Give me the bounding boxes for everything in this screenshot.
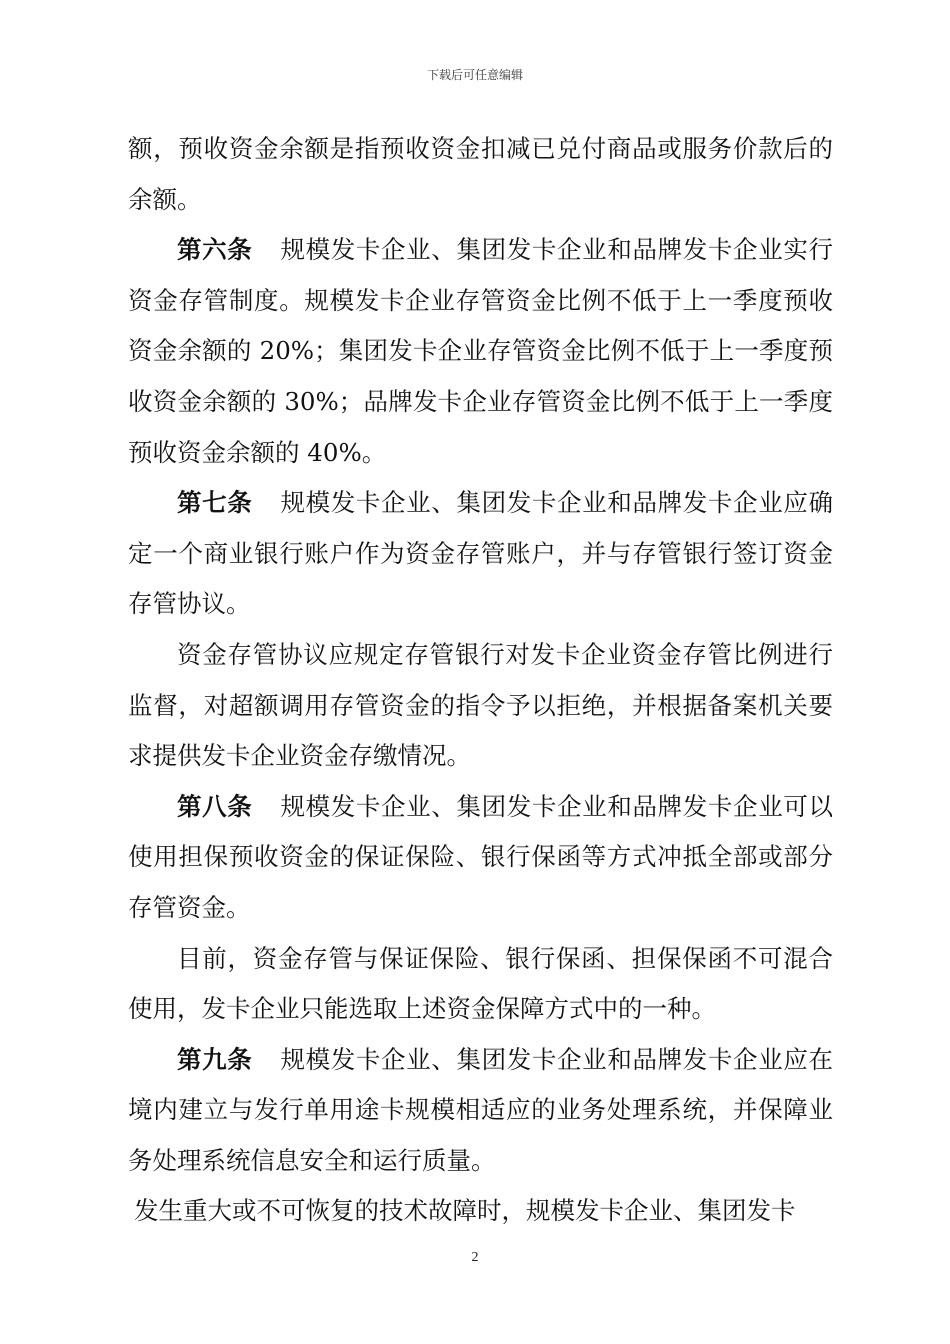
- article-heading: 第九条: [177, 1044, 253, 1074]
- paragraph-text: 额，预收资金余额是指预收资金扣减已兑付商品或服务价款后的余额。: [128, 134, 833, 214]
- paragraph-text: 发生重大或不可恢复的技术故障时，规模发卡企业、集团发卡: [134, 1196, 796, 1226]
- paragraph-text: 目前，资金存管与保证保险、银行保函、担保保函不可混合使用，发卡企业只能选取上述资金保障方式中的一种。: [128, 943, 833, 1024]
- article-heading: 第八条: [177, 791, 253, 821]
- document-body: [128, 124, 833, 1237]
- article-text: 规模发卡企业、集团发卡企业和品牌发卡企业应在境内建立与发行单用途卡规模相适应的业务处理系统，并保障业务处理系统信息安全和运行质量。: [128, 1044, 833, 1175]
- article-text: 规模发卡企业、集团发卡企业和品牌发卡企业应确定一个商业银行账户作为资金存管账户，并与存管银行签订资金存管协议。: [128, 488, 833, 619]
- article-text: 规模发卡企业、集团发卡企业和品牌发卡企业可以使用担保预收资金的保证保险、银行保函等方式冲抵全部或部分存管资金。: [128, 791, 833, 922]
- paragraph-custody-agreement: [128, 630, 833, 782]
- article-9: [128, 1035, 833, 1187]
- article-7: [128, 478, 833, 630]
- article-heading: 第六条: [177, 235, 253, 265]
- article-heading: 第七条: [177, 488, 253, 518]
- paragraph-guarantee-note: [128, 934, 833, 1035]
- paragraph-technical-failure: [128, 1186, 833, 1237]
- page-number: 2: [471, 1250, 479, 1265]
- article-6: [128, 225, 833, 478]
- page-header: 下载后可任意编辑: [426, 68, 523, 82]
- paragraph-text: 资金存管协议应规定存管银行对发卡企业资金存管比例进行监督，对超额调用存管资金的指令予以拒绝，并根据备案机关要求提供发卡企业资金存缴情况。: [128, 639, 833, 771]
- article-8: [128, 782, 833, 934]
- paragraph-continuation: [128, 124, 833, 225]
- article-text: 规模发卡企业、集团发卡企业和品牌发卡企业实行资金存管制度。规模发卡企业存管资金比例不低于上一季度预收资金余额的 20%；集团发卡企业存管资金比例不低于上一季度预收资金余额的 30%；品牌发卡企业存管资金比例不低于上一季度预收资金余额的 40%。: [128, 235, 833, 467]
